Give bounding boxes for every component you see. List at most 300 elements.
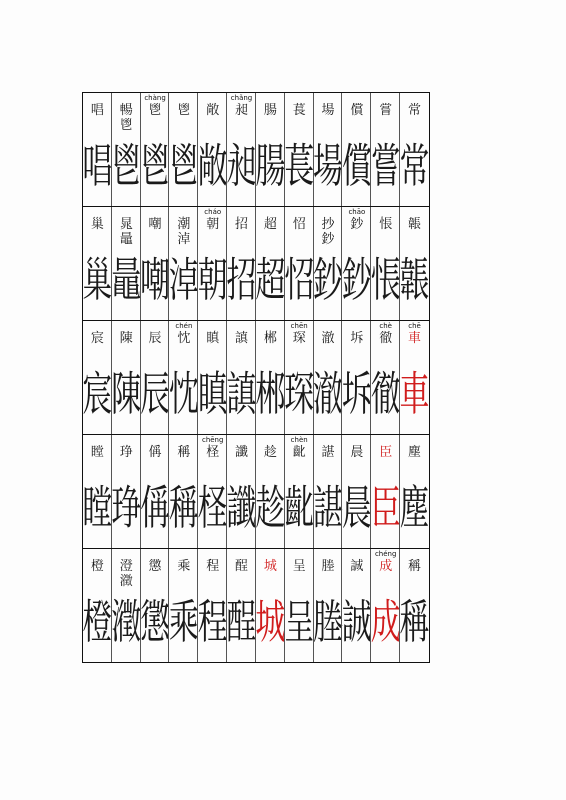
pinyin-label — [141, 321, 170, 331]
character-cell — [169, 321, 198, 434]
character-cell — [400, 435, 429, 548]
character-cell — [227, 207, 256, 320]
pinyin-label — [169, 435, 198, 445]
seal-glyph-box — [257, 247, 284, 317]
pinyin-label — [256, 549, 285, 559]
modern-character: 常 — [408, 103, 422, 118]
character-cell — [141, 321, 170, 434]
pinyin-label — [198, 549, 227, 559]
modern-character: 腸 — [263, 103, 277, 118]
modern-character: 塵 — [408, 445, 422, 460]
pinyin-label: chàng — [144, 94, 166, 102]
pinyin-label — [314, 207, 343, 217]
character-cell — [198, 549, 227, 662]
seal-glyph-box — [142, 589, 169, 659]
character-cell — [342, 435, 371, 548]
seal-script-glyph: 嘗 — [370, 140, 401, 195]
modern-character: 韔 — [408, 217, 422, 232]
seal-script-glyph: 償 — [341, 140, 372, 195]
seal-script-glyph: 諶 — [313, 482, 344, 537]
pinyin-label — [169, 549, 198, 559]
seal-glyph-box — [315, 361, 342, 431]
seal-glyph-box — [199, 247, 226, 317]
seal-glyph-box — [401, 475, 428, 545]
pinyin-label — [314, 435, 343, 445]
seal-glyph-box — [286, 133, 313, 203]
modern-character: 昶 — [235, 103, 249, 118]
character-cell — [141, 549, 170, 662]
modern-character: 齔 — [292, 445, 306, 460]
pinyin-label — [285, 93, 314, 103]
seal-glyph-box — [315, 589, 342, 659]
character-cell — [400, 93, 429, 206]
seal-script-glyph: 徹 — [370, 368, 401, 423]
seal-script-glyph: 場 — [313, 140, 344, 195]
character-cell — [256, 93, 285, 206]
character-cell — [285, 549, 314, 662]
seal-script-glyph: 敞 — [197, 140, 228, 195]
character-cell — [342, 207, 371, 320]
modern-character: 嘗 — [379, 103, 393, 118]
seal-glyph-box — [343, 247, 370, 317]
table-row — [83, 93, 429, 207]
seal-script-glyph: 程 — [197, 596, 228, 651]
modern-character: 忱 — [177, 331, 191, 346]
character-cell — [141, 207, 170, 320]
modern-character: 朝 — [206, 217, 220, 232]
character-cell — [169, 207, 198, 320]
modern-character: 澄 瀓 — [119, 559, 133, 589]
pinyin-label — [314, 549, 343, 559]
modern-character: 潮 淖 — [177, 217, 191, 247]
pinyin-label — [256, 93, 285, 103]
modern-character: 瞠 — [90, 445, 104, 460]
pinyin-label: chāo — [348, 208, 366, 216]
seal-glyph-box — [199, 475, 226, 545]
pinyin-label — [83, 93, 112, 103]
modern-character: 程 — [206, 559, 220, 574]
pinyin-label — [314, 321, 343, 331]
seal-script-glyph: 郴 — [255, 368, 286, 423]
seal-script-glyph: 讖 — [226, 482, 257, 537]
pinyin-label — [400, 93, 429, 103]
pinyin-label — [400, 549, 429, 559]
modern-character: 琤 — [119, 445, 133, 460]
character-cell — [342, 321, 371, 434]
pinyin-label — [169, 207, 198, 217]
modern-character: 場 — [321, 103, 335, 118]
seal-glyph-box — [228, 247, 255, 317]
character-cell — [83, 435, 112, 548]
seal-glyph-box — [170, 589, 197, 659]
seal-script-glyph: 橙 — [82, 596, 113, 651]
character-cell — [227, 549, 256, 662]
seal-script-glyph: 瞠 — [82, 482, 113, 537]
pinyin-label — [112, 321, 141, 331]
pinyin-label — [285, 549, 314, 559]
seal-script-glyph: 巢 — [82, 254, 113, 309]
character-cell — [285, 207, 314, 320]
pinyin-label: chéng — [374, 550, 397, 558]
character-cell — [169, 549, 198, 662]
character-cell — [227, 435, 256, 548]
modern-character: 萇 — [292, 103, 306, 118]
character-cell — [256, 549, 285, 662]
seal-glyph-box — [113, 133, 140, 203]
character-cell — [371, 549, 400, 662]
seal-glyph-box — [228, 361, 255, 431]
character-cell — [227, 93, 256, 206]
character-cell — [83, 207, 112, 320]
character-cell — [371, 207, 400, 320]
pinyin-label — [83, 207, 112, 217]
seal-glyph-box — [84, 589, 111, 659]
table-row — [83, 207, 429, 321]
seal-glyph-box — [142, 475, 169, 545]
pinyin-label: chèn — [290, 436, 308, 444]
seal-script-glyph: 嘲 — [140, 254, 171, 309]
seal-glyph-box — [401, 589, 428, 659]
character-cell — [400, 321, 429, 434]
pinyin-label — [342, 321, 371, 331]
seal-glyph-box — [343, 133, 370, 203]
seal-script-glyph: 萇 — [284, 140, 315, 195]
character-cell — [169, 93, 198, 206]
seal-script-glyph: 超 — [255, 254, 286, 309]
modern-character: 讖 — [235, 445, 249, 460]
character-cell — [112, 93, 141, 206]
seal-glyph-box — [84, 361, 111, 431]
pinyin-label — [256, 207, 285, 217]
character-cell — [400, 207, 429, 320]
seal-script-glyph: 腸 — [255, 140, 286, 195]
modern-character: 償 — [350, 103, 364, 118]
seal-glyph-box — [84, 133, 111, 203]
modern-character: 橙 — [90, 559, 104, 574]
seal-script-glyph: 鈔 — [341, 254, 372, 309]
seal-glyph-box — [401, 133, 428, 203]
pinyin-label: chén — [175, 322, 193, 330]
seal-script-glyph: 瞋 — [197, 368, 228, 423]
pinyin-label — [342, 549, 371, 559]
seal-glyph-box — [113, 589, 140, 659]
modern-character: 超 — [263, 217, 277, 232]
modern-character: 趁 — [263, 445, 277, 460]
modern-character: 臣 — [379, 445, 393, 460]
seal-glyph-box — [199, 361, 226, 431]
seal-script-glyph: 謓 — [226, 368, 257, 423]
modern-character: 偁 — [148, 445, 162, 460]
seal-script-glyph: 鈔 — [313, 254, 344, 309]
modern-character: 酲 — [235, 559, 249, 574]
character-cell — [141, 435, 170, 548]
seal-glyph-box — [257, 361, 284, 431]
character-cell — [256, 321, 285, 434]
character-cell — [371, 435, 400, 548]
modern-character: 稱 — [177, 445, 191, 460]
character-cell — [112, 207, 141, 320]
seal-script-glyph: 趁 — [255, 482, 286, 537]
seal-script-glyph: 琛 — [284, 368, 315, 423]
character-cell — [371, 321, 400, 434]
seal-glyph-box — [257, 133, 284, 203]
seal-glyph-box — [228, 589, 255, 659]
seal-script-glyph: 鬯 — [140, 140, 171, 195]
seal-glyph-box — [343, 589, 370, 659]
seal-glyph-box — [401, 361, 428, 431]
modern-character: 辰 — [148, 331, 162, 346]
seal-script-glyph: 城 — [255, 596, 286, 651]
seal-glyph-box — [113, 247, 140, 317]
seal-glyph-box — [84, 247, 111, 317]
pinyin-label — [198, 321, 227, 331]
pinyin-label — [83, 321, 112, 331]
modern-character: 澈 — [321, 331, 335, 346]
seal-script-glyph: 招 — [226, 254, 257, 309]
seal-script-glyph: 成 — [370, 596, 401, 651]
character-cell — [256, 435, 285, 548]
modern-character: 悵 — [379, 217, 393, 232]
modern-character: 琛 — [292, 331, 306, 346]
seal-script-glyph: 辰 — [140, 368, 171, 423]
pinyin-label — [342, 93, 371, 103]
pinyin-label — [141, 435, 170, 445]
pinyin-label — [112, 549, 141, 559]
modern-character: 城 — [263, 559, 277, 574]
seal-script-glyph: 齔 — [284, 482, 315, 537]
character-cell — [112, 321, 141, 434]
seal-script-glyph: 鬯 — [111, 140, 142, 195]
seal-script-glyph: 淖 — [168, 254, 199, 309]
seal-script-glyph: 怊 — [284, 254, 315, 309]
seal-glyph-box — [401, 247, 428, 317]
character-cell — [169, 435, 198, 548]
seal-script-glyph: 塵 — [399, 482, 430, 537]
seal-glyph-box — [286, 247, 313, 317]
pinyin-label — [342, 435, 371, 445]
seal-script-glyph: 晨 — [341, 482, 372, 537]
seal-glyph-box — [286, 589, 313, 659]
modern-character: 鬯 — [148, 103, 162, 118]
seal-script-glyph: 車 — [399, 368, 430, 423]
seal-script-glyph: 瀓 — [111, 596, 142, 651]
pinyin-label — [256, 321, 285, 331]
character-cell — [83, 549, 112, 662]
modern-character: 成 — [379, 559, 393, 574]
modern-character: 謓 — [235, 331, 249, 346]
character-cell — [198, 435, 227, 548]
modern-character: 敞 — [206, 103, 220, 118]
pinyin-label: chēng — [201, 436, 224, 444]
seal-glyph-box — [372, 133, 399, 203]
seal-script-glyph: 塍 — [313, 596, 344, 651]
modern-character: 怊 — [292, 217, 306, 232]
character-cell — [83, 321, 112, 434]
seal-script-glyph: 宸 — [82, 368, 113, 423]
modern-character: 乘 — [177, 559, 191, 574]
modern-character: 巢 — [90, 217, 104, 232]
modern-character: 徹 — [379, 331, 393, 346]
modern-character: 招 — [235, 217, 249, 232]
seal-script-glyph: 鼂 — [111, 254, 142, 309]
character-cell — [112, 435, 141, 548]
modern-character: 稱 — [408, 559, 422, 574]
seal-script-glyph: 悵 — [370, 254, 401, 309]
seal-script-glyph: 稱 — [399, 596, 430, 651]
pinyin-label — [285, 207, 314, 217]
character-cell — [314, 435, 343, 548]
seal-glyph-box — [257, 589, 284, 659]
pinyin-label: chēn — [290, 322, 308, 330]
seal-script-glyph: 誠 — [341, 596, 372, 651]
pinyin-label — [227, 207, 256, 217]
pinyin-label — [83, 549, 112, 559]
character-cell — [314, 207, 343, 320]
seal-glyph-box — [170, 361, 197, 431]
modern-character: 唱 — [90, 103, 104, 118]
character-cell — [198, 93, 227, 206]
seal-glyph-box — [372, 247, 399, 317]
seal-script-glyph: 乘 — [168, 596, 199, 651]
seal-glyph-box — [315, 247, 342, 317]
modern-character: 柽 — [206, 445, 220, 460]
pinyin-label — [169, 93, 198, 103]
character-cell — [314, 321, 343, 434]
seal-glyph-box — [372, 361, 399, 431]
modern-character: 塍 — [321, 559, 335, 574]
pinyin-label: chǎng — [230, 94, 253, 102]
modern-character: 陳 — [119, 331, 133, 346]
pinyin-label: chē — [408, 322, 421, 330]
seal-glyph-box — [170, 475, 197, 545]
modern-character: 諶 — [321, 445, 335, 460]
modern-character: 抄 鈔 — [321, 217, 335, 247]
seal-glyph-box — [286, 361, 313, 431]
seal-script-glyph: 酲 — [226, 596, 257, 651]
pinyin-label — [112, 435, 141, 445]
pinyin-label — [227, 549, 256, 559]
modern-character: 懲 — [148, 559, 162, 574]
modern-character: 晨 — [350, 445, 364, 460]
seal-script-glyph: 臣 — [370, 482, 401, 537]
pinyin-label — [314, 93, 343, 103]
seal-script-glyph: 忱 — [168, 368, 199, 423]
seal-script-glyph: 稱 — [168, 482, 199, 537]
character-cell — [112, 549, 141, 662]
pinyin-label — [112, 93, 141, 103]
seal-script-glyph: 昶 — [226, 140, 257, 195]
seal-script-glyph: 偁 — [140, 482, 171, 537]
seal-glyph-box — [142, 247, 169, 317]
table-row — [83, 321, 429, 435]
modern-character: 呈 — [292, 559, 306, 574]
seal-glyph-box — [372, 475, 399, 545]
modern-character: 瞋 — [206, 331, 220, 346]
character-cell — [314, 549, 343, 662]
seal-glyph-box — [113, 475, 140, 545]
character-cell — [198, 321, 227, 434]
table-row — [83, 435, 429, 549]
seal-script-glyph: 鬯 — [168, 140, 199, 195]
seal-script-glyph: 澈 — [313, 368, 344, 423]
modern-character: 鬯 — [177, 103, 191, 118]
modern-character: 晁 鼂 — [119, 217, 133, 247]
pinyin-label — [256, 435, 285, 445]
seal-script-glyph: 唱 — [82, 140, 113, 195]
character-cell — [198, 207, 227, 320]
seal-glyph-box — [228, 133, 255, 203]
character-cell — [256, 207, 285, 320]
modern-character: 郴 — [263, 331, 277, 346]
character-cell — [342, 549, 371, 662]
pinyin-label: cháo — [204, 208, 222, 216]
seal-glyph-box — [315, 133, 342, 203]
pinyin-label — [198, 93, 227, 103]
seal-glyph-box — [142, 361, 169, 431]
seal-script-glyph: 柽 — [197, 482, 228, 537]
pinyin-label — [83, 435, 112, 445]
modern-character: 車 — [408, 331, 422, 346]
pinyin-label — [371, 435, 400, 445]
seal-script-glyph: 琤 — [111, 482, 142, 537]
pinyin-label — [371, 207, 400, 217]
seal-glyph-box — [257, 475, 284, 545]
modern-character: 暢 鬯 — [119, 103, 133, 133]
pinyin-label — [112, 207, 141, 217]
seal-glyph-box — [315, 475, 342, 545]
modern-character: 誠 — [350, 559, 364, 574]
pinyin-label — [371, 93, 400, 103]
pinyin-label — [141, 207, 170, 217]
character-table — [82, 92, 430, 663]
character-cell — [227, 321, 256, 434]
character-cell — [400, 549, 429, 662]
character-cell — [342, 93, 371, 206]
seal-glyph-box — [199, 133, 226, 203]
seal-glyph-box — [84, 475, 111, 545]
seal-script-glyph: 朝 — [197, 254, 228, 309]
seal-script-glyph: 韔 — [399, 254, 430, 309]
seal-glyph-box — [199, 589, 226, 659]
seal-glyph-box — [170, 133, 197, 203]
modern-character: 嘲 — [148, 217, 162, 232]
seal-glyph-box — [170, 247, 197, 317]
seal-glyph-box — [228, 475, 255, 545]
seal-script-glyph: 常 — [399, 140, 430, 195]
pinyin-label — [400, 435, 429, 445]
seal-glyph-box — [343, 475, 370, 545]
pinyin-label: chè — [379, 322, 392, 330]
character-cell — [83, 93, 112, 206]
seal-glyph-box — [286, 475, 313, 545]
seal-script-glyph: 呈 — [284, 596, 315, 651]
table-row — [83, 549, 429, 662]
pinyin-label — [141, 549, 170, 559]
modern-character: 坼 — [350, 331, 364, 346]
seal-script-glyph: 懲 — [140, 596, 171, 651]
seal-glyph-box — [142, 133, 169, 203]
pinyin-label — [400, 207, 429, 217]
seal-script-glyph: 坼 — [341, 368, 372, 423]
pinyin-label — [227, 435, 256, 445]
character-cell — [371, 93, 400, 206]
character-cell — [314, 93, 343, 206]
character-cell — [285, 93, 314, 206]
seal-glyph-box — [343, 361, 370, 431]
seal-glyph-box — [113, 361, 140, 431]
seal-glyph-box — [372, 589, 399, 659]
pinyin-label — [227, 321, 256, 331]
